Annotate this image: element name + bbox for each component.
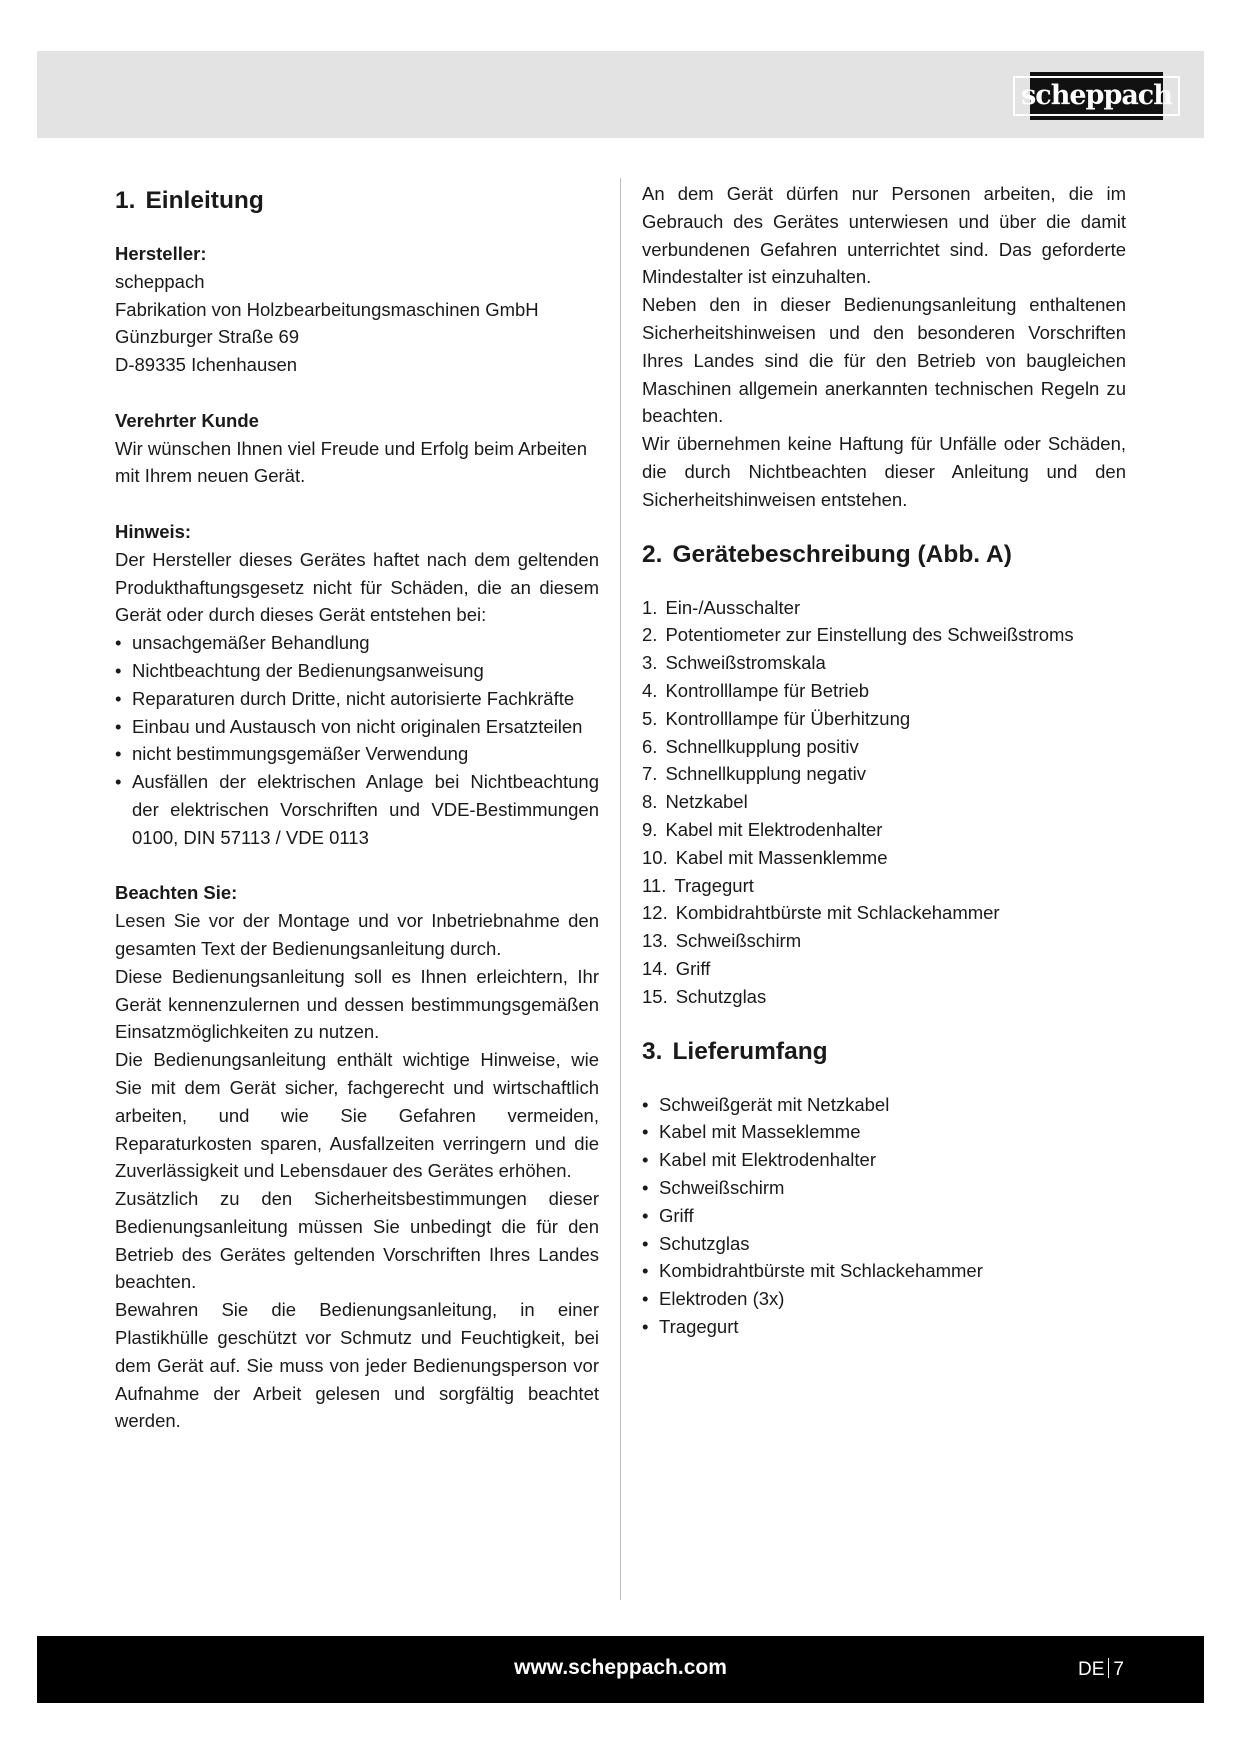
list-item: 14. Griff bbox=[642, 957, 711, 979]
list-item: 2. Potentiometer zur Einstellung des Schweißstroms bbox=[642, 624, 1074, 646]
section-3-heading: 3. Lieferumfang bbox=[642, 1037, 828, 1065]
attention-paragraph: Bewahren Sie die Bedienungsanleitung, in einer Plastikhülle geschützt vor Schmutz und Feuchtigkeit, bei dem Gerät auf. Sie muss von jeder Bedienungsperson vor Aufnahme der Arbeit gelesen und sorgfältig beachtet werden. bbox=[115, 1299, 599, 1432]
footer-url: www.scheppach.com bbox=[514, 1656, 727, 1679]
list-item: • nicht bestimmungsgemäßer Verwendung bbox=[115, 740, 599, 768]
list-item: • Griff bbox=[642, 1202, 1126, 1230]
section-1-heading: 1. Einleitung bbox=[115, 187, 264, 214]
scheppach-logo: scheppach bbox=[1030, 72, 1163, 120]
manufacturer-line: scheppach bbox=[115, 270, 205, 292]
list-item: 10. Kabel mit Massenklemme bbox=[642, 846, 888, 868]
manufacturer-line: Fabrikation von Holzbearbeitungsmaschinen GmbH bbox=[115, 298, 539, 320]
list-item: • Ausfällen der elektrischen Anlage bei Nichtbeachtung der elektrischen Vorschriften und VDE-Bestimmungen 0100, DIN 57113 / VDE 0113 bbox=[115, 768, 599, 851]
attention-label: Beachten Sie: bbox=[115, 882, 238, 904]
manufacturer-line: Günzburger Straße 69 bbox=[115, 326, 300, 348]
list-item: • unsachgemäßer Behandlung bbox=[115, 629, 599, 657]
list-item: • Schweißgerät mit Netzkabel bbox=[642, 1091, 1126, 1119]
manufacturer-label: Hersteller: bbox=[115, 243, 207, 264]
note-text: Der Hersteller dieses Gerätes haftet nach dem geltenden Produkthaftungsgesetz nicht für Schäden, die an diesem Gerät oder durch dieses Gerät entstehen bei: bbox=[115, 548, 599, 626]
manufacturer-line: D-89335 Ichenhausen bbox=[115, 354, 298, 376]
list-item: • Tragegurt bbox=[642, 1313, 1126, 1341]
list-item: • Nichtbeachtung der Bedienungsanweisung bbox=[115, 657, 599, 685]
page-indicator bbox=[1078, 1658, 1124, 1681]
list-item: • Einbau und Austausch von nicht originalen Ersatzteilen bbox=[115, 713, 599, 741]
right-paragraph: An dem Gerät dürfen nur Personen arbeiten, die im Gebrauch des Gerätes unterwiesen und über die damit verbundenen Gefahren unterrichtet sind. Das geforderte Mindestalter ist einzuhalten. bbox=[642, 183, 1126, 288]
list-item: 12. Kombidrahtbürste mit Schlackehammer bbox=[642, 902, 1000, 924]
list-item: 5. Kontrolllampe für Überhitzung bbox=[642, 707, 911, 729]
list-item: • Schweißschirm bbox=[642, 1174, 1126, 1202]
customer-text: Wir wünschen Ihnen viel Freude und Erfolg beim Arbeiten mit Ihrem neuen Gerät. bbox=[115, 437, 588, 487]
attention-paragraph: Zusätzlich zu den Sicherheitsbestimmungen dieser Bedienungsanleitung müssen Sie unbedingt die für den Betrieb des Gerätes geltenden Vorschriften Ihres Landes beachten. bbox=[115, 1188, 599, 1293]
device-parts-list bbox=[642, 594, 1126, 1011]
column-divider bbox=[620, 178, 621, 1600]
list-item: 9. Kabel mit Elektrodenhalter bbox=[642, 818, 883, 840]
list-item: • Elektroden (3x) bbox=[642, 1285, 1126, 1313]
attention-paragraph: Die Bedienungsanleitung enthält wichtige Hinweise, wie Sie mit dem Gerät sicher, fachgerecht und wirtschaftlich arbeiten, und wie Sie Gefahren vermeiden, Reparaturkosten sparen, Ausfallzeiten verringern und die Zuverlässigkeit und Lebensdauer des Gerätes erhöhen. bbox=[115, 1049, 599, 1182]
attention-paragraph: Lesen Sie vor der Montage und vor Inbetriebnahme den gesamten Text der Bedienungsanleitung durch. bbox=[115, 910, 599, 959]
list-item: 3. Schweißstromskala bbox=[642, 652, 826, 674]
note-label: Hinweis: bbox=[115, 520, 192, 542]
list-item: 15. Schutzglas bbox=[642, 985, 767, 1007]
section-2-heading: 2. Gerätebeschreibung (Abb. A) bbox=[642, 540, 1012, 568]
left-column bbox=[115, 180, 599, 1435]
list-item: • Schutzglas bbox=[642, 1230, 1126, 1258]
right-column bbox=[642, 180, 1126, 1341]
right-paragraph: Wir übernehmen keine Haftung für Unfälle oder Schäden, die durch Nichtbeachten dieser Anleitung und den Sicherheitshinweisen entstehen. bbox=[642, 433, 1126, 510]
list-item: • Kabel mit Elektrodenhalter bbox=[642, 1146, 1126, 1174]
footer-bar bbox=[37, 1636, 1204, 1703]
list-item: 1. Ein-/Ausschalter bbox=[642, 596, 801, 618]
list-item: • Kombidrahtbürste mit Schlackehammer bbox=[642, 1257, 1126, 1285]
list-item: 8. Netzkabel bbox=[642, 791, 748, 813]
language-code: DE bbox=[1078, 1659, 1105, 1680]
list-item: 13. Schweißschirm bbox=[642, 930, 802, 952]
list-item: 11. Tragegurt bbox=[642, 874, 754, 896]
page-number: 7 bbox=[1113, 1659, 1124, 1680]
list-item: • Kabel mit Masseklemme bbox=[642, 1118, 1126, 1146]
right-paragraph: Neben den in dieser Bedienungsanleitung enthaltenen Sicherheitshinweisen und den besonderen Vorschriften Ihres Landes sind die für den Betrieb von baugleichen Maschinen allgemein anerkannten technischen Regeln zu beachten. bbox=[642, 294, 1126, 427]
note-list bbox=[115, 629, 599, 851]
list-item: • Reparaturen durch Dritte, nicht autorisierte Fachkräfte bbox=[115, 685, 599, 713]
list-item: 4. Kontrolllampe für Betrieb bbox=[642, 679, 870, 701]
attention-paragraph: Diese Bedienungsanleitung soll es Ihnen erleichtern, Ihr Gerät kennenzulernen und dessen bestimmungsgemäßen Einsatzmöglichkeiten zu nutzen. bbox=[115, 965, 599, 1043]
list-item: 7. Schnellkupplung negativ bbox=[642, 763, 867, 785]
customer-label: Verehrter Kunde bbox=[115, 409, 259, 431]
delivery-scope-list bbox=[642, 1091, 1126, 1341]
list-item: 6. Schnellkupplung positiv bbox=[642, 735, 859, 757]
